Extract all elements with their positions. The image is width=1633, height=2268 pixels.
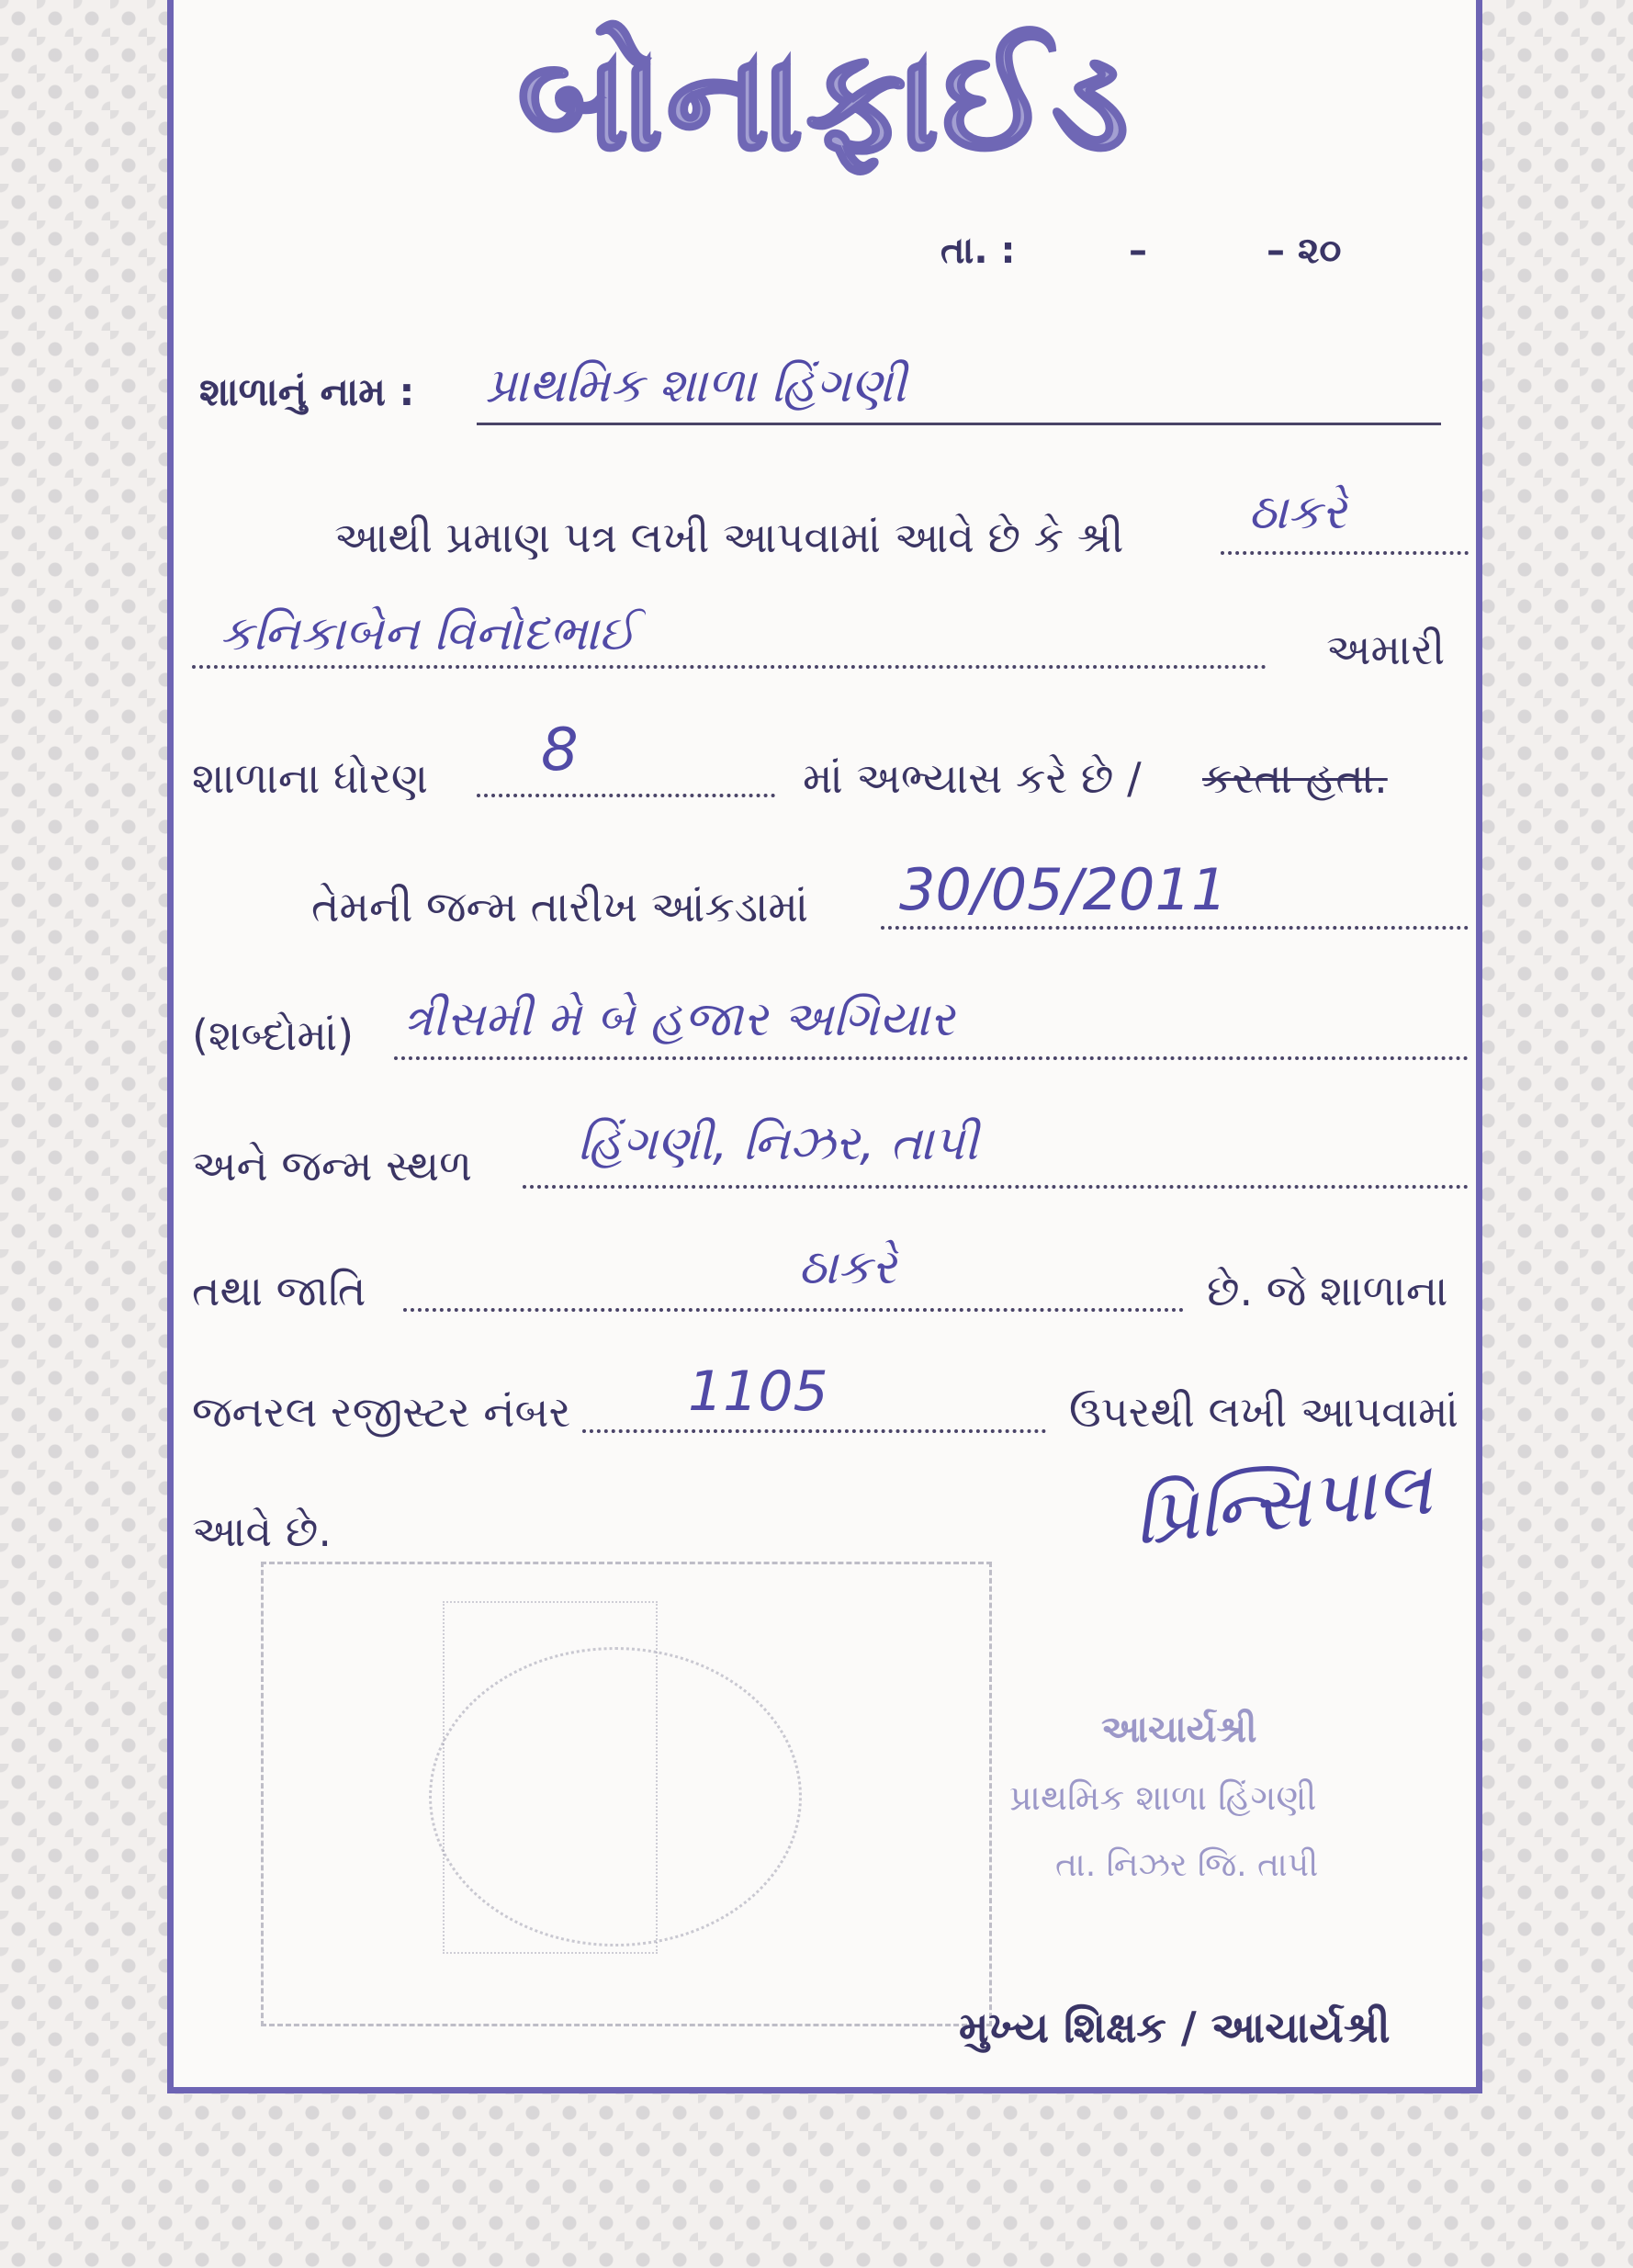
name-suffix: અમારી: [1326, 625, 1446, 674]
caste-label: તથા જાતિ: [192, 1266, 366, 1315]
dob-label: તેમની જન્મ તારીખ આંકડામાં: [311, 882, 809, 931]
dob-line: [881, 926, 1469, 930]
dob-value: 30/05/2011: [899, 856, 1228, 923]
std-line: [477, 794, 775, 797]
register-line: [582, 1429, 1046, 1433]
school-name-label: શાળાનું નામ :: [199, 369, 415, 414]
date-year-prefix: – ૨૦: [1267, 230, 1342, 272]
school-name-line: [477, 423, 1441, 425]
student-name-line: [192, 665, 1267, 669]
surname-line: [1221, 551, 1469, 555]
register-label: જનરલ રજીસ્ટર નંબર: [192, 1387, 571, 1437]
certify-text: આથી પ્રમાણ પત્ર લખી આપવામાં આવે છે કે શ્રી: [334, 513, 1124, 562]
register-value: 1105: [688, 1360, 828, 1424]
birthplace-line: [523, 1185, 1469, 1189]
caste-suffix: છે. જે શાળાના: [1207, 1266, 1448, 1315]
caste-value: ઠાકરે: [798, 1240, 896, 1295]
words-value: ત્રીસમી મે બે હજાર અગિયાર: [403, 992, 955, 1047]
student-name-value: કનિકાબેન વિનોદભાઈ: [220, 606, 636, 661]
closing-text: આવે છે.: [192, 1506, 332, 1556]
words-label: (શબ્દોમાં): [192, 1010, 355, 1060]
caste-line: [403, 1308, 1184, 1312]
surname-value: ઠાકરે: [1248, 485, 1346, 540]
footer-signatory: મુખ્ય શિક્ષક / આચાર્યશ્રી: [959, 2003, 1391, 2052]
date-separator-1: –: [1129, 230, 1147, 272]
seal-line-2: પ્રાથમિક શાળા હિંગણી: [1009, 1777, 1317, 1818]
std-suffix: માં અભ્યાસ કરે છે /: [803, 753, 1142, 803]
seal-line-1: આચાર્યશ્રી: [1101, 1709, 1257, 1751]
stamp-inner-frame: [443, 1601, 658, 1954]
std-label: શાળાના ધોરણ: [192, 753, 429, 803]
words-line: [394, 1056, 1469, 1060]
std-value: 8: [541, 717, 579, 784]
school-stamp: [261, 1562, 992, 2026]
principal-signature: પ્રિન્સિપાલ: [1129, 1445, 1436, 1562]
std-struck-text: કરતા હતા.: [1202, 753, 1388, 803]
birthplace-label: અને જન્મ સ્થળ: [192, 1141, 473, 1190]
certificate-panel: [167, 0, 1482, 2093]
date-label: તા. :: [940, 230, 1016, 272]
certificate-title: બોનાફાઈડ: [517, 21, 1132, 181]
seal-line-3: તા. નિઝર જિ. તાપી: [1055, 1846, 1319, 1884]
register-suffix: ઉપરથી લખી આપવામાં: [1069, 1387, 1458, 1437]
school-name-value: પ્રાથમિક શાળા હિંગણી: [486, 358, 907, 413]
birthplace-value: હિંગણી, નિઝર, તાપી: [578, 1116, 978, 1171]
